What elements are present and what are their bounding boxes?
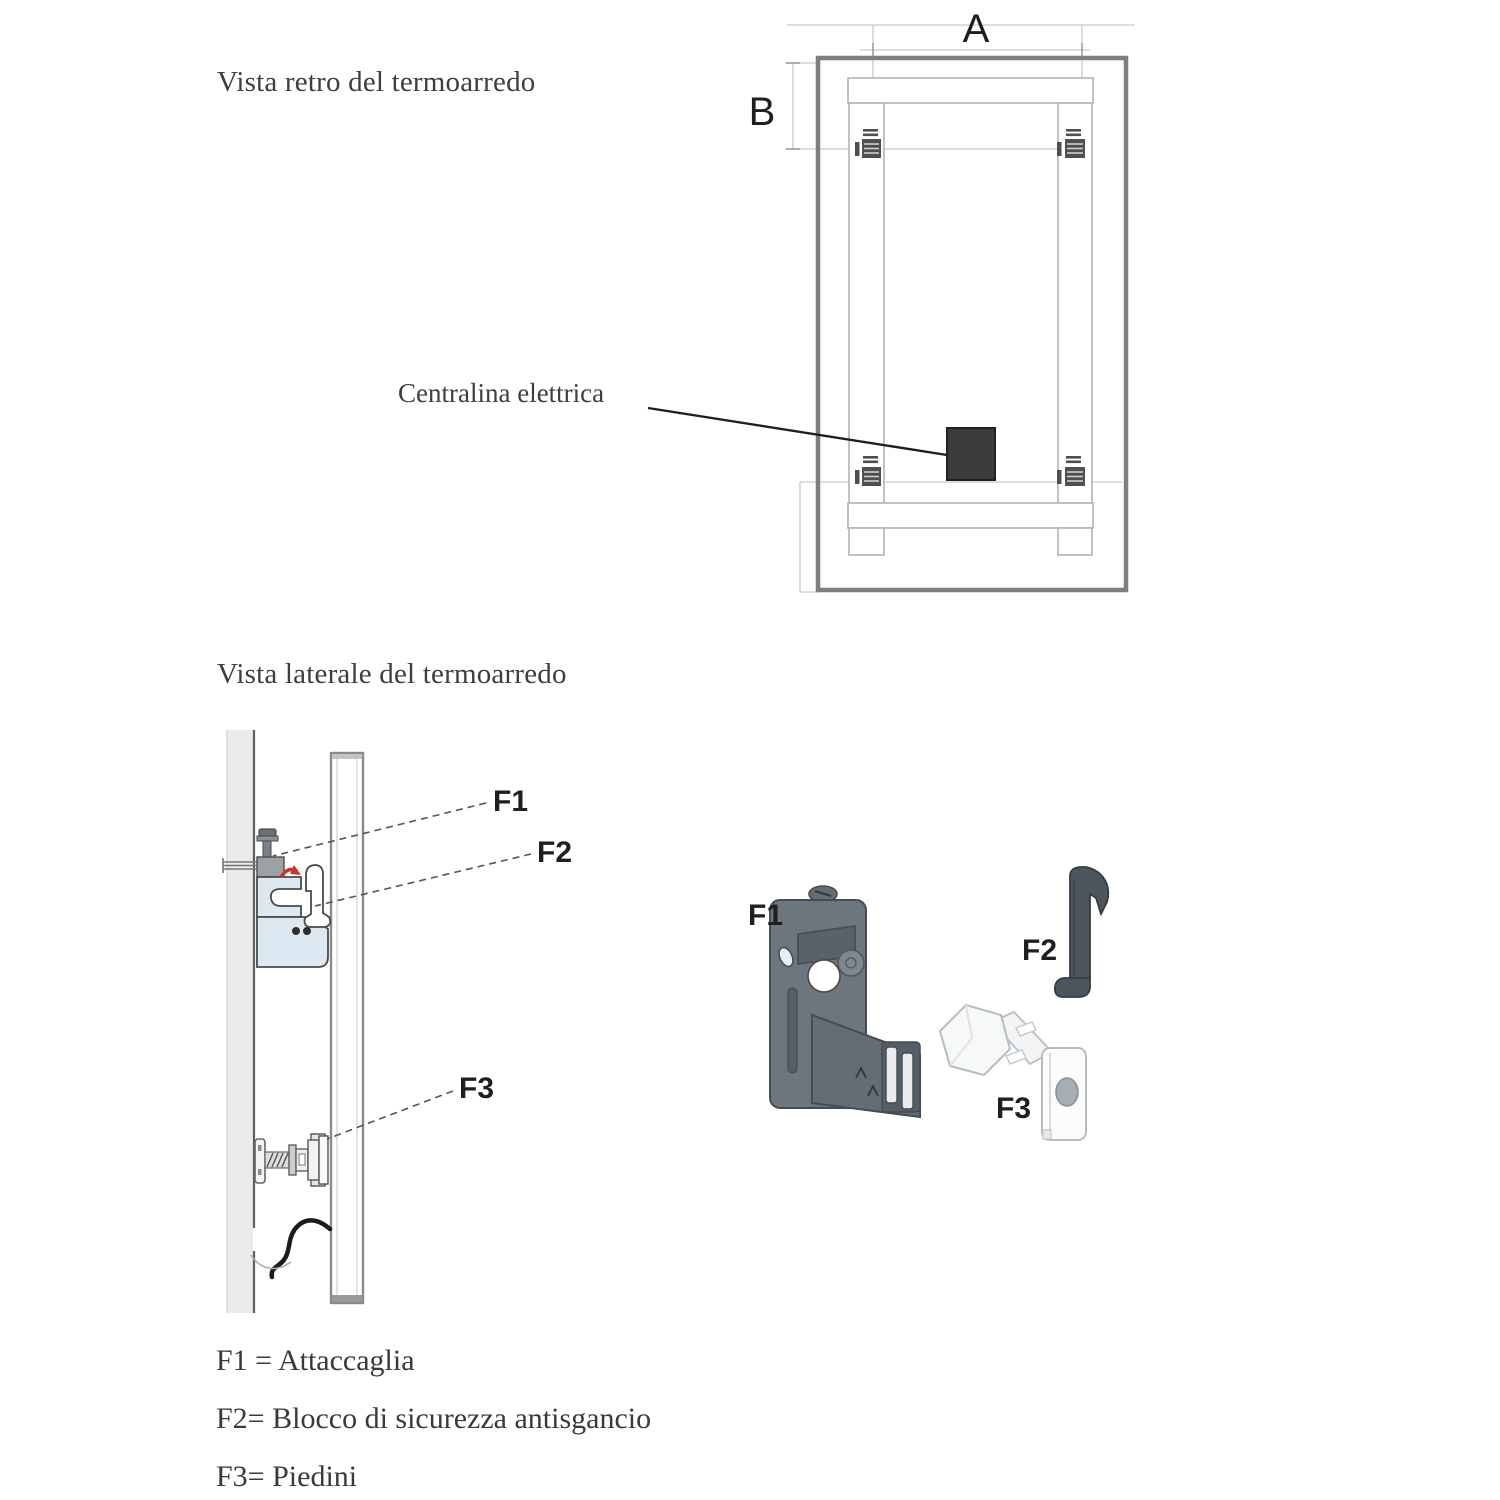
part-f2-hook: [1055, 867, 1108, 997]
side-label-f1: F1: [493, 785, 529, 818]
radiator-tube-side: [331, 753, 363, 1303]
bracket-large-hole: [808, 960, 840, 992]
foot-piece: [308, 1134, 328, 1186]
right-tube: [1058, 103, 1092, 503]
legend-item-f3: F3= Piedini: [216, 1460, 358, 1493]
wall: [227, 730, 254, 1313]
foot-assembly: [255, 1134, 328, 1186]
part-label-f2: F2: [1022, 934, 1058, 967]
left-foot: [849, 528, 884, 555]
top-collector-bar: [848, 78, 1093, 103]
dimension-b: [749, 62, 800, 149]
bottom-collector-bar: [848, 503, 1093, 528]
legend: [216, 1344, 651, 1494]
bracket-f1-jaw: [257, 877, 301, 917]
bracket-slot: [788, 988, 797, 1073]
right-foot: [1058, 528, 1092, 555]
bracket-screw-dot: [292, 927, 300, 935]
part-label-f1: F1: [748, 899, 784, 932]
centralina-box: [947, 428, 995, 480]
legend-item-f1: F1 = Attaccaglia: [216, 1344, 415, 1377]
dimension-a: [860, 7, 1090, 57]
part-f1-bracket: [770, 886, 920, 1117]
adjuster-screw: [257, 829, 284, 877]
power-cable: [251, 1220, 330, 1277]
side-view-heading: Vista laterale del termoarredo: [217, 658, 567, 690]
legend-item-f2: F2= Blocco di sicurezza antisgancio: [216, 1402, 652, 1435]
back-view-heading: Vista retro del termoarredo: [217, 66, 536, 98]
bracket-screw-dot: [303, 927, 311, 935]
side-label-f2: F2: [537, 836, 573, 869]
centralina-callout-label: Centralina elettrica: [398, 378, 605, 408]
parts-3d-drawing: [720, 850, 1160, 1180]
dim-label-a: A: [962, 7, 990, 51]
side-label-f3: F3: [459, 1072, 495, 1105]
centralina-leader-line: [648, 408, 947, 455]
back-view-drawing: [560, 0, 1160, 640]
side-view-drawing: [215, 715, 620, 1330]
safety-hook-f2: [305, 865, 331, 927]
part-label-f3: F3: [996, 1092, 1032, 1125]
foot-plate-hole: [1056, 1078, 1078, 1106]
dim-label-b: B: [748, 90, 776, 134]
